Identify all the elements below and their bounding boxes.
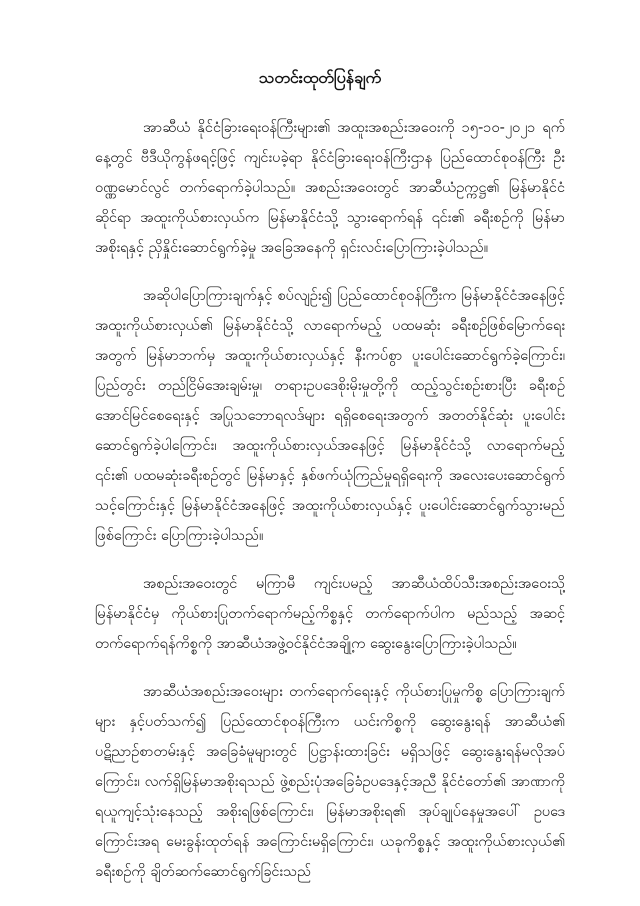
paragraph-2: အဆိုပါပြောကြားချက်နှင့် စပ်လျဉ်း၍ ပြည်ထောင်စုဝန်ကြီးက မြန်မာနိုင်ငံအနေဖြင့် အထူးကိုယ်စားလှယ်၏ မြန်မာနိုင်ငံသို့ လာရောက်မည့် ပထမဆုံး ခရီးစဉ်ဖြစ်မြောက်ရေးအတွက် မြန်မာဘက်မှ အထူးကိုယ်စားလှယ်နှင့် နီးကပ်စွာ ပူးပေါင်းဆောင်ရွက်ခဲ့ကြောင်း၊ ပြည်တွင်း တည်ငြိမ်အေးချမ်းမှု၊ တရားဥပဒေစိုးမိုးမှုတို့ကို ထည့်သွင်းစဉ်းစားပြီး ခရီးစဉ်အောင်မြင်စေရေးနှင့် အပြုသဘောရလဒ်များ ရရှိစေရေးအတွက် အတတ်နိုင်ဆုံး ပူးပေါင်းဆောင်ရွက်ခဲ့ပါကြောင်း၊ အထူးကိုယ်စားလှယ်အနေဖြင့် မြန်မာနိုင်ငံသို့ လာရောက်မည့် ၎င်း၏ ပထမဆုံးခရီးစဉ်တွင် မြန်မာနှင့် နှစ်ဖက်ယုံကြည်မှုရရှိရေးကို အလေးပေးဆောင်ရွက်သင့်ကြောင်းနှင့် မြန်မာနိုင်ငံအနေဖြင့် အထူးကိုယ်စားလှယ်နှင့် ပူးပေါင်းဆောင်ရွက်သွားမည်ဖြစ်ကြောင်း ပြောကြားခဲ့ပါသည်။ [95,288,565,544]
document-body [95,113,565,905]
document-title: သတင်းထုတ်ပြန်ချက် [258,68,382,87]
paragraph-3: အစည်းအဝေးတွင် မကြာမီ ကျင်းပမည့် အာဆီယံထိပ်သီးအစည်းအဝေးသို့ မြန်မာနိုင်ငံမှ ကိုယ်စားပြုတက်ရောက်မည့်ကိစ္စနှင့် တက်ရောက်ပါက မည်သည့် အဆင့် တက်ရောက်ရန်ကိစ္စကို အာဆီယံအဖွဲ့ဝင်နိုင်ငံအချို့က ဆွေးနွေးပြောကြားခဲ့ပါသည်။ [95,576,565,652]
paragraph-1: အာဆီယံ နိုင်ငံခြားရေးဝန်ကြီးများ၏ အထူးအစည်းအဝေးကို ၁၅-၁၀-၂၀၂၁ ရက်နေ့တွင် ဗီဒီယိုကွန်ဖရင့်ဖြင့် ကျင်းပခဲ့ရာ နိုင်ငံခြားရေးဝန်ကြီးဌာန ပြည်ထောင်စုဝန်ကြီး ဦးဝဏ္ဏမောင်လွင် တက်ရောက်ခဲ့ပါသည်။ အစည်းအဝေးတွင် အာဆီယံဥက္ကဋ္ဌ၏ မြန်မာနိုင်ငံဆိုင်ရာ အထူးကိုယ်စားလှယ်က မြန်မာနိုင်ငံသို့ သွားရောက်ရန် ၎င်း၏ ခရီးစဉ်ကို မြန်မာအစိုးရနှင့် ညှိနှိုင်းဆောင်ရွက်ခဲ့မှု အခြေအနေကို ရှင်းလင်းပြောကြားခဲ့ပါသည်။ [95,120,565,256]
paragraph-4: အာဆီယံအစည်းအဝေးများ တက်ရောက်ရေးနှင့် ကိုယ်စားပြုမှုကိစ္စ ပြောကြားချက်များ နှင့်ပတ်သက်၍ ပြည်ထောင်စုဝန်ကြီးက ယင်းကိစ္စကို ဆွေးနွေးရန် အာဆီယံ၏ ပဋိညာဉ်စာတမ်းနှင့် အခြေခံမူများတွင် ပြဋ္ဌာန်းထားခြင်း မရှိသဖြင့် ဆွေးနွေးရန်မလိုအပ်ကြောင်း၊ လက်ရှိမြန်မာအစိုးရသည် ဖွဲ့စည်းပုံအခြေခံဥပဒေနှင့်အညီ နိုင်ငံတော်၏ အာဏာကို ရယူကျင့်သုံးနေသည့် အစိုးရဖြစ်ကြောင်း၊ မြန်မာအစိုးရ၏ အုပ်ချုပ်နေမှုအပေါ် ဥပဒေကြောင်းအရ မေးခွန်းထုတ်ရန် အကြောင်းမရှိကြောင်း၊ ယခုကိစ္စနှင့် အထူးကိုယ်စားလှယ်၏ ခရီးစဉ်ကို ချိတ်ဆက်ဆောင်ရွက်ခြင်းသည် [95,684,565,880]
